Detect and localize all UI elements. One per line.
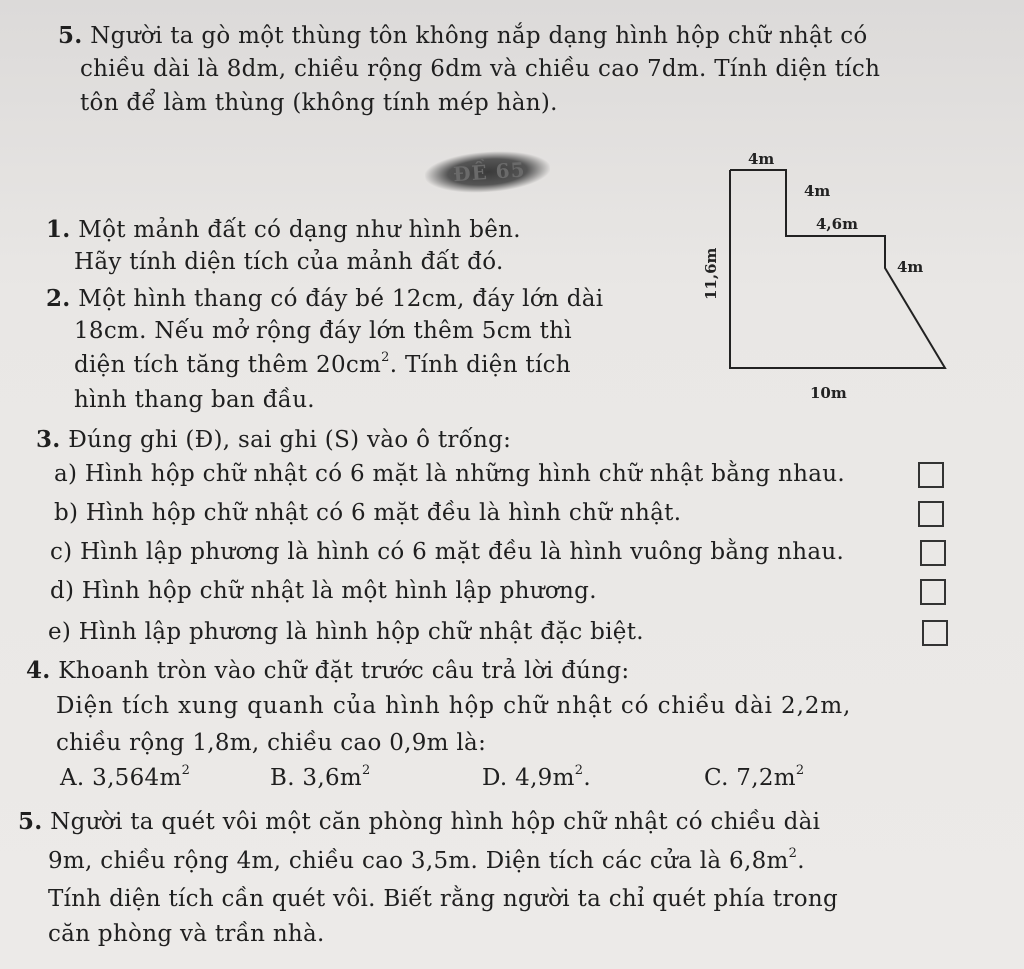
q4-option-a[interactable]: A. $3,564m^2$: [60, 763, 191, 791]
figure-label-drop: 4m: [804, 182, 831, 200]
q1-text-1: Một mảnh đất có dạng như hình bên.: [78, 217, 521, 243]
q2-text-3b: . Tính diện tích: [389, 352, 571, 378]
q3-number: 3.: [36, 426, 61, 453]
top-problem-number: 5.: [58, 22, 83, 49]
q4-intro: Khoanh tròn vào chữ đặt trước câu trả lời đúng:: [58, 658, 630, 684]
figure-label-left: 11,6m: [702, 247, 720, 300]
figure-label-step: 4,6m: [816, 215, 858, 233]
q5-line-3: Tính diện tích cần quét vôi. Biết rằng người ta chỉ quét phía trong: [48, 886, 839, 912]
answer-box-c[interactable]: [920, 540, 946, 566]
q5-number: 5.: [18, 808, 43, 835]
q3-item-a: a) Hình hộp chữ nhật có 6 mặt là những hình chữ nhật bằng nhau.: [54, 461, 845, 487]
q2-line-2: 18cm. Nếu mở rộng đáy lớn thêm 5cm thì: [74, 318, 572, 344]
q2-line-1: [46, 285, 603, 312]
q1-line-1: [46, 216, 521, 243]
q3-item-d: d) Hình hộp chữ nhật là một hình lập phương.: [50, 578, 597, 604]
q3-item-b: b) Hình hộp chữ nhật có 6 mặt đều là hình chữ nhật.: [54, 500, 682, 526]
q2-text-1: Một hình thang có đáy bé 12cm, đáy lớn dài: [78, 286, 604, 312]
q2-line-3: [74, 352, 571, 378]
figure-label-right: 4m: [897, 258, 924, 276]
q5-line-2: 9m, chiều rộng 4m, chiều cao 3,5m. Diện tích các cửa là $6,8m^2$.: [48, 846, 805, 874]
q2-line-4: hình thang ban đầu.: [74, 387, 315, 413]
answer-box-d[interactable]: [920, 579, 946, 605]
q4-number: 4.: [26, 657, 51, 684]
q4-line-2: chiều rộng 1,8m, chiều cao 0,9m là:: [56, 730, 487, 756]
top-problem-text-1: Người ta gò một thùng tôn không nắp dạng hình hộp chữ nhật có: [90, 23, 868, 49]
section-header-label: ĐỀ 65: [452, 157, 527, 187]
q4-line-1: Diện tích xung quanh của hình hộp chữ nhật có chiều dài 2,2m,: [56, 693, 852, 719]
top-problem-line-3: tôn để làm thùng (không tính mép hàn).: [80, 90, 558, 116]
land-plot-figure: [690, 140, 990, 410]
q3-item-c: c) Hình lập phương là hình có 6 mặt đều là hình vuông bằng nhau.: [50, 539, 845, 565]
top-problem-line-2: chiều dài là 8dm, chiều rộng 6dm và chiều cao 7dm. Tính diện tích: [80, 56, 881, 82]
q5-text-1: Người ta quét vôi một căn phòng hình hộp chữ nhật có chiều dài: [50, 809, 821, 835]
q3-item-e: e) Hình lập phương là hình hộp chữ nhật đặc biệt.: [48, 619, 644, 645]
q2-number: 2.: [46, 285, 71, 312]
top-problem-line-1: [58, 22, 868, 49]
q4-intro-line: [26, 657, 629, 684]
answer-box-a[interactable]: [918, 462, 944, 488]
figure-label-bottom: 10m: [810, 384, 847, 402]
q3-intro: Đúng ghi (Đ), sai ghi (S) vào ô trống:: [68, 427, 512, 453]
answer-box-b[interactable]: [918, 501, 944, 527]
q4-option-b[interactable]: B. $3,6m^2$: [270, 763, 371, 791]
answer-box-e[interactable]: [922, 620, 948, 646]
q5-superscript: 2: [788, 846, 798, 862]
q1-number: 1.: [46, 216, 71, 243]
q1-line-2: Hãy tính diện tích của mảnh đất đó.: [74, 249, 504, 275]
q2-superscript: 2: [381, 350, 390, 366]
q5-text-2: 9m, chiều rộng 4m, chiều cao 3,5m. Diện tích các cửa là 6,8m: [48, 848, 789, 874]
q4-option-d[interactable]: D. $4,9m^2$.: [482, 763, 591, 791]
q4-option-c[interactable]: C. $7,2m^2$: [704, 763, 805, 791]
q3-intro-line: [36, 426, 511, 453]
figure-label-top: 4m: [748, 150, 775, 168]
q5-line-4: căn phòng và trần nhà.: [48, 921, 325, 947]
q5-line-1: [18, 808, 820, 835]
q2-text-3a: diện tích tăng thêm 20cm: [74, 352, 382, 378]
section-header-smudge: [424, 148, 551, 197]
